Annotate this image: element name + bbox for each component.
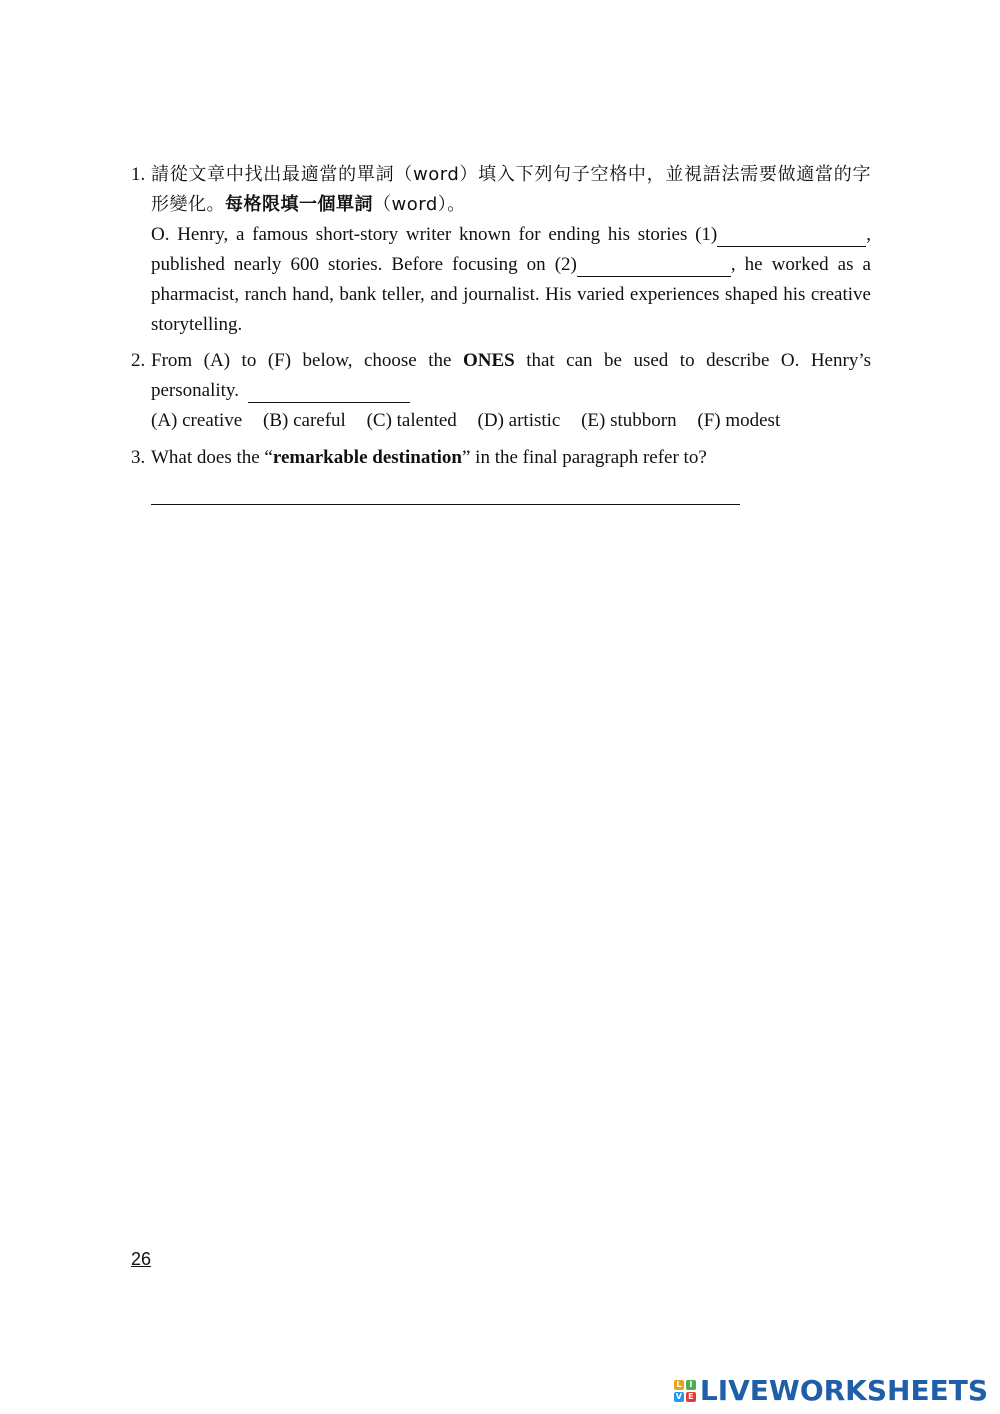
liveworksheets-logo xyxy=(674,1374,988,1407)
passage-text-a: O. Henry, a famous short-story writer known for ending his stories (1) xyxy=(151,224,718,245)
prompt-bold: remarkable destination xyxy=(272,447,462,468)
question-1-body xyxy=(151,160,871,340)
passage-text-c: , he worked as a pharmacist, ranch hand, bank teller, and journalist. His varied experiences shaped his creative storytelling. xyxy=(151,254,871,335)
question-2 xyxy=(131,346,871,436)
question-2-number: 2. xyxy=(131,350,146,371)
question-3 xyxy=(131,443,871,473)
question-2-prompt xyxy=(151,346,871,406)
brand-mark-letter-i: I xyxy=(686,1380,696,1390)
page-number: 26 xyxy=(131,1249,152,1269)
question-1 xyxy=(131,160,871,340)
prompt-text-a: From (A) to (F) below, choose the xyxy=(151,350,463,371)
question-3-number: 3. xyxy=(131,447,146,468)
passage-text-b: , published nearly 600 stories. Before focusing on (2) xyxy=(151,224,871,275)
question-1-passage xyxy=(151,220,871,340)
question-3-body xyxy=(151,443,871,473)
brand-mark-icon xyxy=(674,1380,696,1402)
question-1-number: 1. xyxy=(131,164,146,185)
question-1-instruction xyxy=(151,160,871,220)
personality-answer-input[interactable] xyxy=(248,380,410,403)
question-2-body xyxy=(151,346,871,436)
question-2-options xyxy=(151,406,871,436)
prompt-text-a: What does the “ xyxy=(151,447,273,468)
instruction-text: 請從文章中找出最適當的單詞（word）填入下列句子空格中，並視語法需要做適當的字形變化。 xyxy=(151,164,871,215)
prompt-bold: ONES xyxy=(462,350,515,371)
brand-mark-letter-v: V xyxy=(675,1391,682,1401)
option-e: (E) stubborn xyxy=(581,410,677,431)
blank-1-input[interactable] xyxy=(717,224,866,247)
brand-mark-letter-e: E xyxy=(686,1392,696,1402)
brand-name: LIVEWORKSHEETS xyxy=(699,1374,988,1407)
question-3-prompt xyxy=(151,443,871,473)
option-f: (F) modest xyxy=(697,410,781,431)
brand-mark-letter-l: L xyxy=(674,1380,684,1390)
option-d: (D) artistic xyxy=(477,410,561,431)
option-a: (A) creative xyxy=(151,410,243,431)
option-b: (B) careful xyxy=(263,410,346,431)
instruction-suffix: （word）。 xyxy=(373,194,466,215)
destination-answer-input[interactable] xyxy=(151,478,740,505)
blank-2-input[interactable] xyxy=(577,254,731,277)
instruction-bold: 每格限填一個單詞 xyxy=(225,194,373,215)
option-c: (C) talented xyxy=(366,410,457,431)
prompt-text-b: ” in the final paragraph refer to? xyxy=(462,447,707,468)
prompt-text-b: that can be used to describe O. Henry’s personality. xyxy=(151,350,871,401)
